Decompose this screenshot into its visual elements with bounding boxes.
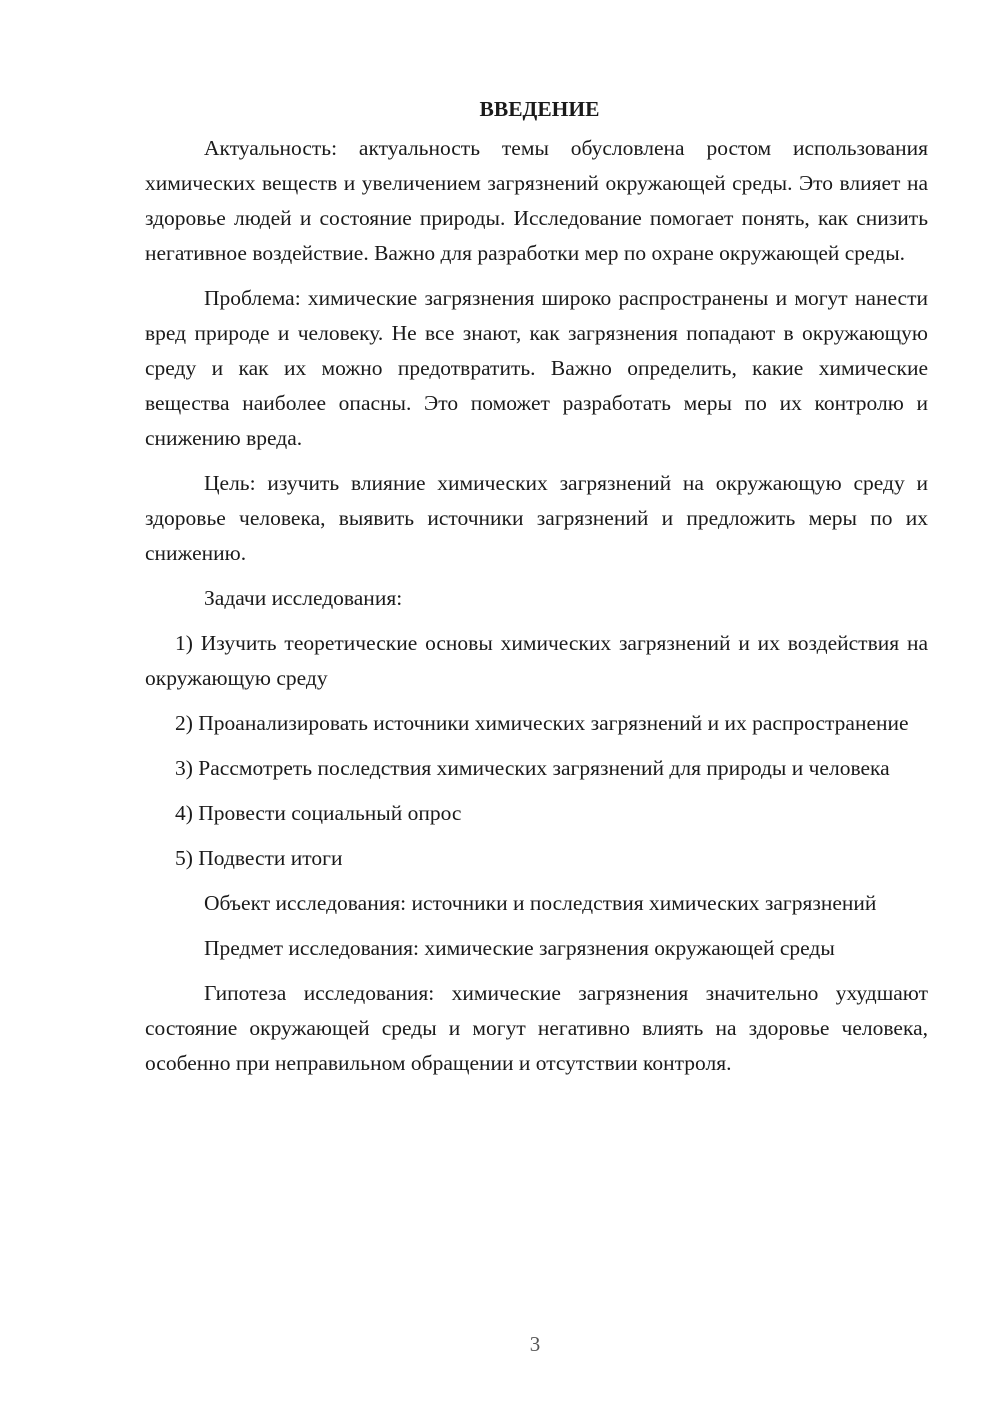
paragraph-relevance: Актуальность: актуальность темы обусловлена ростом использования химических веществ и увеличением загрязнений окружающей среды. Это влияет на здоровье людей и состояние природы. Исследование помогает понять, как снизить негативное воздействие. Важно для разработки мер по охране окружающей среды. xyxy=(145,136,928,265)
document-page xyxy=(145,92,928,1091)
paragraph-problem: Проблема: химические загрязнения широко распространены и могут нанести вред природе и человеку. Не все знают, как загрязнения попадают в окружающую среду и как их можно предотвратить. Важно определить, какие химические вещества наиболее опасны. Это поможет разработать меры по их контролю и снижению вреда. xyxy=(145,286,928,450)
task-item: 3) Рассмотреть последствия химических загрязнений для природы и человека xyxy=(175,756,890,780)
task-item: 1) Изучить теоретические основы химических загрязнений и их воздействия на окружающую среду xyxy=(145,631,928,690)
paragraph-subject: Предмет исследования: химические загрязнения окружающей среды xyxy=(204,936,835,960)
page-number: 3 xyxy=(529,1332,541,1356)
task-item: 5) Подвести итоги xyxy=(175,846,343,870)
paragraph-goal: Цель: изучить влияние химических загрязнений на окружающую среду и здоровье человека, выявить источники загрязнений и предложить меры по их снижению. xyxy=(145,471,928,565)
task-item: 4) Провести социальный опрос xyxy=(175,801,462,825)
paragraph-object: Объект исследования: источники и последствия химических загрязнений xyxy=(204,891,877,915)
paragraph-tasks-heading: Задачи исследования: xyxy=(204,586,403,610)
task-item: 2) Проанализировать источники химических загрязнений и их распространение xyxy=(175,711,909,735)
paragraph-hypothesis: Гипотеза исследования: химические загрязнения значительно ухудшают состояние окружающей среды и могут негативно влиять на здоровье человека, особенно при неправильном обращении и отсутствии контроля. xyxy=(145,981,928,1075)
section-title: ВВЕДЕНИЕ xyxy=(479,97,600,121)
